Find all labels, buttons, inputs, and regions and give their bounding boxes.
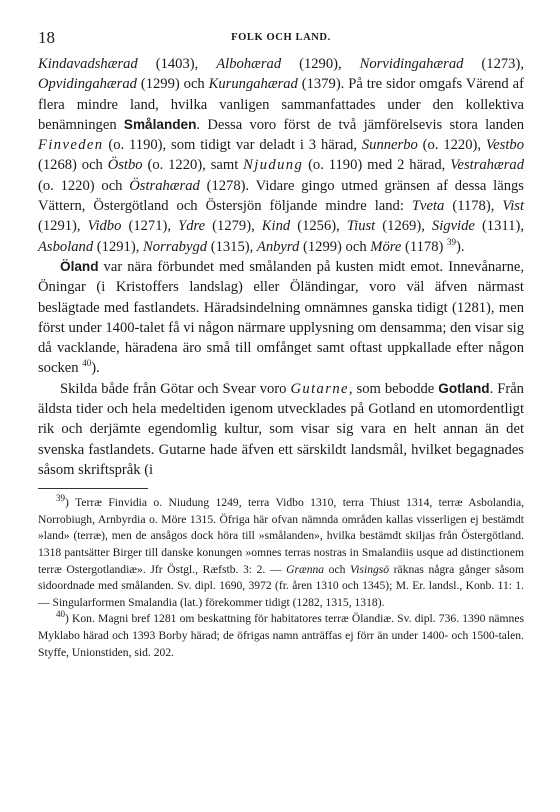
text-run: (1290), <box>281 56 360 72</box>
text-run: Skilda både från Götar och Svear voro <box>60 380 291 397</box>
italic-term: Albohærad <box>216 56 282 72</box>
footnote-ref: 40 <box>82 358 92 369</box>
text-run: (1315), <box>207 238 257 255</box>
text-run: (1403), <box>137 56 217 72</box>
text-run: . Dessa voro först de två jämförelsevis stora landen <box>196 116 524 133</box>
text-run: var nära förbundet med smålanden på kusten midt emot. Innevånarne, Öningar (i Kristoffers landslag) eller Öländingar, voro väl äfven närmast beslägtade med fastlandets. Häradsindelning omnämnes ganska tidigt (1281), men först under 1400-talet få vi någon närmare upplysning om densamma; den visar sig då vacklande, häradena äro små till omfånget samt oftast uppkallade efter någon socken <box>38 258 524 377</box>
text-run: , som bebodde <box>348 380 439 397</box>
spaced-term: Gutarne <box>290 380 349 397</box>
text-run: (1178) <box>401 238 448 255</box>
text-run: ). <box>456 238 465 255</box>
text-run: räknas några gånger såsom sidoordnade med smålanden. Sv. dipl. 1690, 3972 (fr. åren 1310 och 1345); M. Er. landsl., Konb. 11: 1. — Singularformen Smalandia (lat.) förekommer tidigt (1282, 1315, 1318). <box>38 562 524 609</box>
text-run: (1379). På tre sidor omgafs Värend af flera mindre land, hvilka vanligen sammanfattades under den kollektiva benämningen <box>38 76 524 133</box>
main-text <box>38 54 524 480</box>
italic-term: Grænna <box>286 562 325 576</box>
text-run: (1273), <box>463 56 524 72</box>
text-run: (1256), <box>290 218 347 235</box>
footnote-40 <box>38 611 524 661</box>
italic-term: Tveta <box>411 198 445 215</box>
running-head: FOLK OCH LAND. <box>231 32 331 43</box>
text-run: (o. 1220), <box>417 137 486 154</box>
bold-term: Gotland <box>438 380 490 396</box>
italic-term: Anbyrd <box>256 238 300 255</box>
text-run: (1271), <box>121 218 179 235</box>
italic-term: Möre <box>370 238 402 255</box>
bold-term: Smålanden <box>123 116 197 132</box>
text-run: (1299) och <box>299 238 371 255</box>
italic-term: Opvidingahærad <box>38 76 137 93</box>
text-run: (1291), <box>93 238 143 255</box>
text-run: ) Kon. Magni bref 1281 om beskattning för habitatores terræ Ölandiæ. Sv. dipl. 736. 1390 nämnes Myklabo härad och 1393 Borby härad; de öfrigas namn anträffas ej förr än under 1400- och 1500-talen. Styffe, Unionstiden, sid. 202. <box>38 612 524 659</box>
text-run: (1178), <box>444 198 503 215</box>
text-run: (1278). Vidare gingo utmed gränsen af dessa längs Vättern, Östergötland och Östersjön följande mindre land: <box>38 177 524 215</box>
spaced-term: Finveden <box>38 137 104 154</box>
italic-term: Vestbo <box>485 137 524 154</box>
italic-term: Ydre <box>178 218 206 235</box>
text-run: ). <box>91 360 100 377</box>
italic-term: Östbo <box>107 157 143 174</box>
text-run: (1291), <box>38 218 88 235</box>
text-run: . Från äldsta tider och hela medeltiden igenom utvecklades på Gotland en utomordentligt rik och derjämte egendomlig kultur, som visar sig vara en helt annan än det svenska fastlandets. Gutarne hade äfven ett särskildt landsmål, hvilket begagnades såsom skriftspråk (i <box>38 380 524 478</box>
text-run: (1268) och <box>38 157 108 174</box>
italic-term: Vestrahærad <box>450 157 524 174</box>
text-run: (o. 1220) och <box>38 177 130 194</box>
footnote-ref: 39 <box>56 493 65 504</box>
page-number: 18 <box>38 28 55 47</box>
paragraph-smalanden <box>38 54 524 257</box>
paragraph-oland <box>38 257 524 379</box>
text-run: (o. 1190), som tidigt var deladt i 3 härad, <box>103 137 362 154</box>
text-run: (o. 1220), samt <box>142 157 244 174</box>
text-run: (1269), <box>375 218 432 235</box>
footnotes <box>38 495 524 661</box>
bold-term: Öland <box>60 258 99 274</box>
footnote-ref: 39 <box>447 236 457 247</box>
italic-term: Tiust <box>346 218 376 235</box>
text-run: (1279), <box>205 218 262 235</box>
italic-term: Östrahærad <box>129 177 200 194</box>
italic-term: Vist <box>502 198 524 215</box>
text-run: (o. 1190) med 2 härad, <box>303 157 451 174</box>
text-run: (1299) och <box>136 76 209 93</box>
italic-term: Norvidingahærad <box>359 56 464 72</box>
italic-term: Kurungahærad <box>208 76 298 93</box>
italic-term: Visingsö <box>350 562 390 576</box>
page-header <box>38 28 524 50</box>
italic-term: Norrabygd <box>143 238 208 255</box>
italic-term: Kind <box>261 218 291 235</box>
footnote-39 <box>38 495 524 611</box>
italic-term: Sigvide <box>431 218 475 235</box>
footnote-separator <box>38 488 148 489</box>
italic-term: Kindavadshærad <box>38 56 138 72</box>
italic-term: Sunnerbo <box>361 137 418 154</box>
spaced-term: Njudung <box>243 157 304 174</box>
footnote-ref: 40 <box>56 609 65 620</box>
italic-term: Vidbo <box>87 218 122 235</box>
text-run: och <box>324 562 351 576</box>
text-run: ) Terræ Finvidia o. Niudung 1249, terra Vidbo 1310, terra Thiust 1314, terræ Asbolandia, Norrobiugh, Arnbyrdia o. Möre 1315. Öfriga här ofvan nämnda områden kallas visserligen ej bestämdt »land» (terræ), men de ansågos dock höra till »smålanden», hvilka bestämdt skiljas från Östergötland. 1318 pantsätter Birger till danske konungen »omnes terras nostras in Smalandiis usque ad distinctionem terræ Ostergotlandiæ». Jfr Östgl., Ræfstb. 3: 2. — <box>38 496 524 576</box>
text-run: (1311), <box>474 218 524 235</box>
paragraph-gotland <box>38 379 524 480</box>
italic-term: Asboland <box>38 238 94 255</box>
